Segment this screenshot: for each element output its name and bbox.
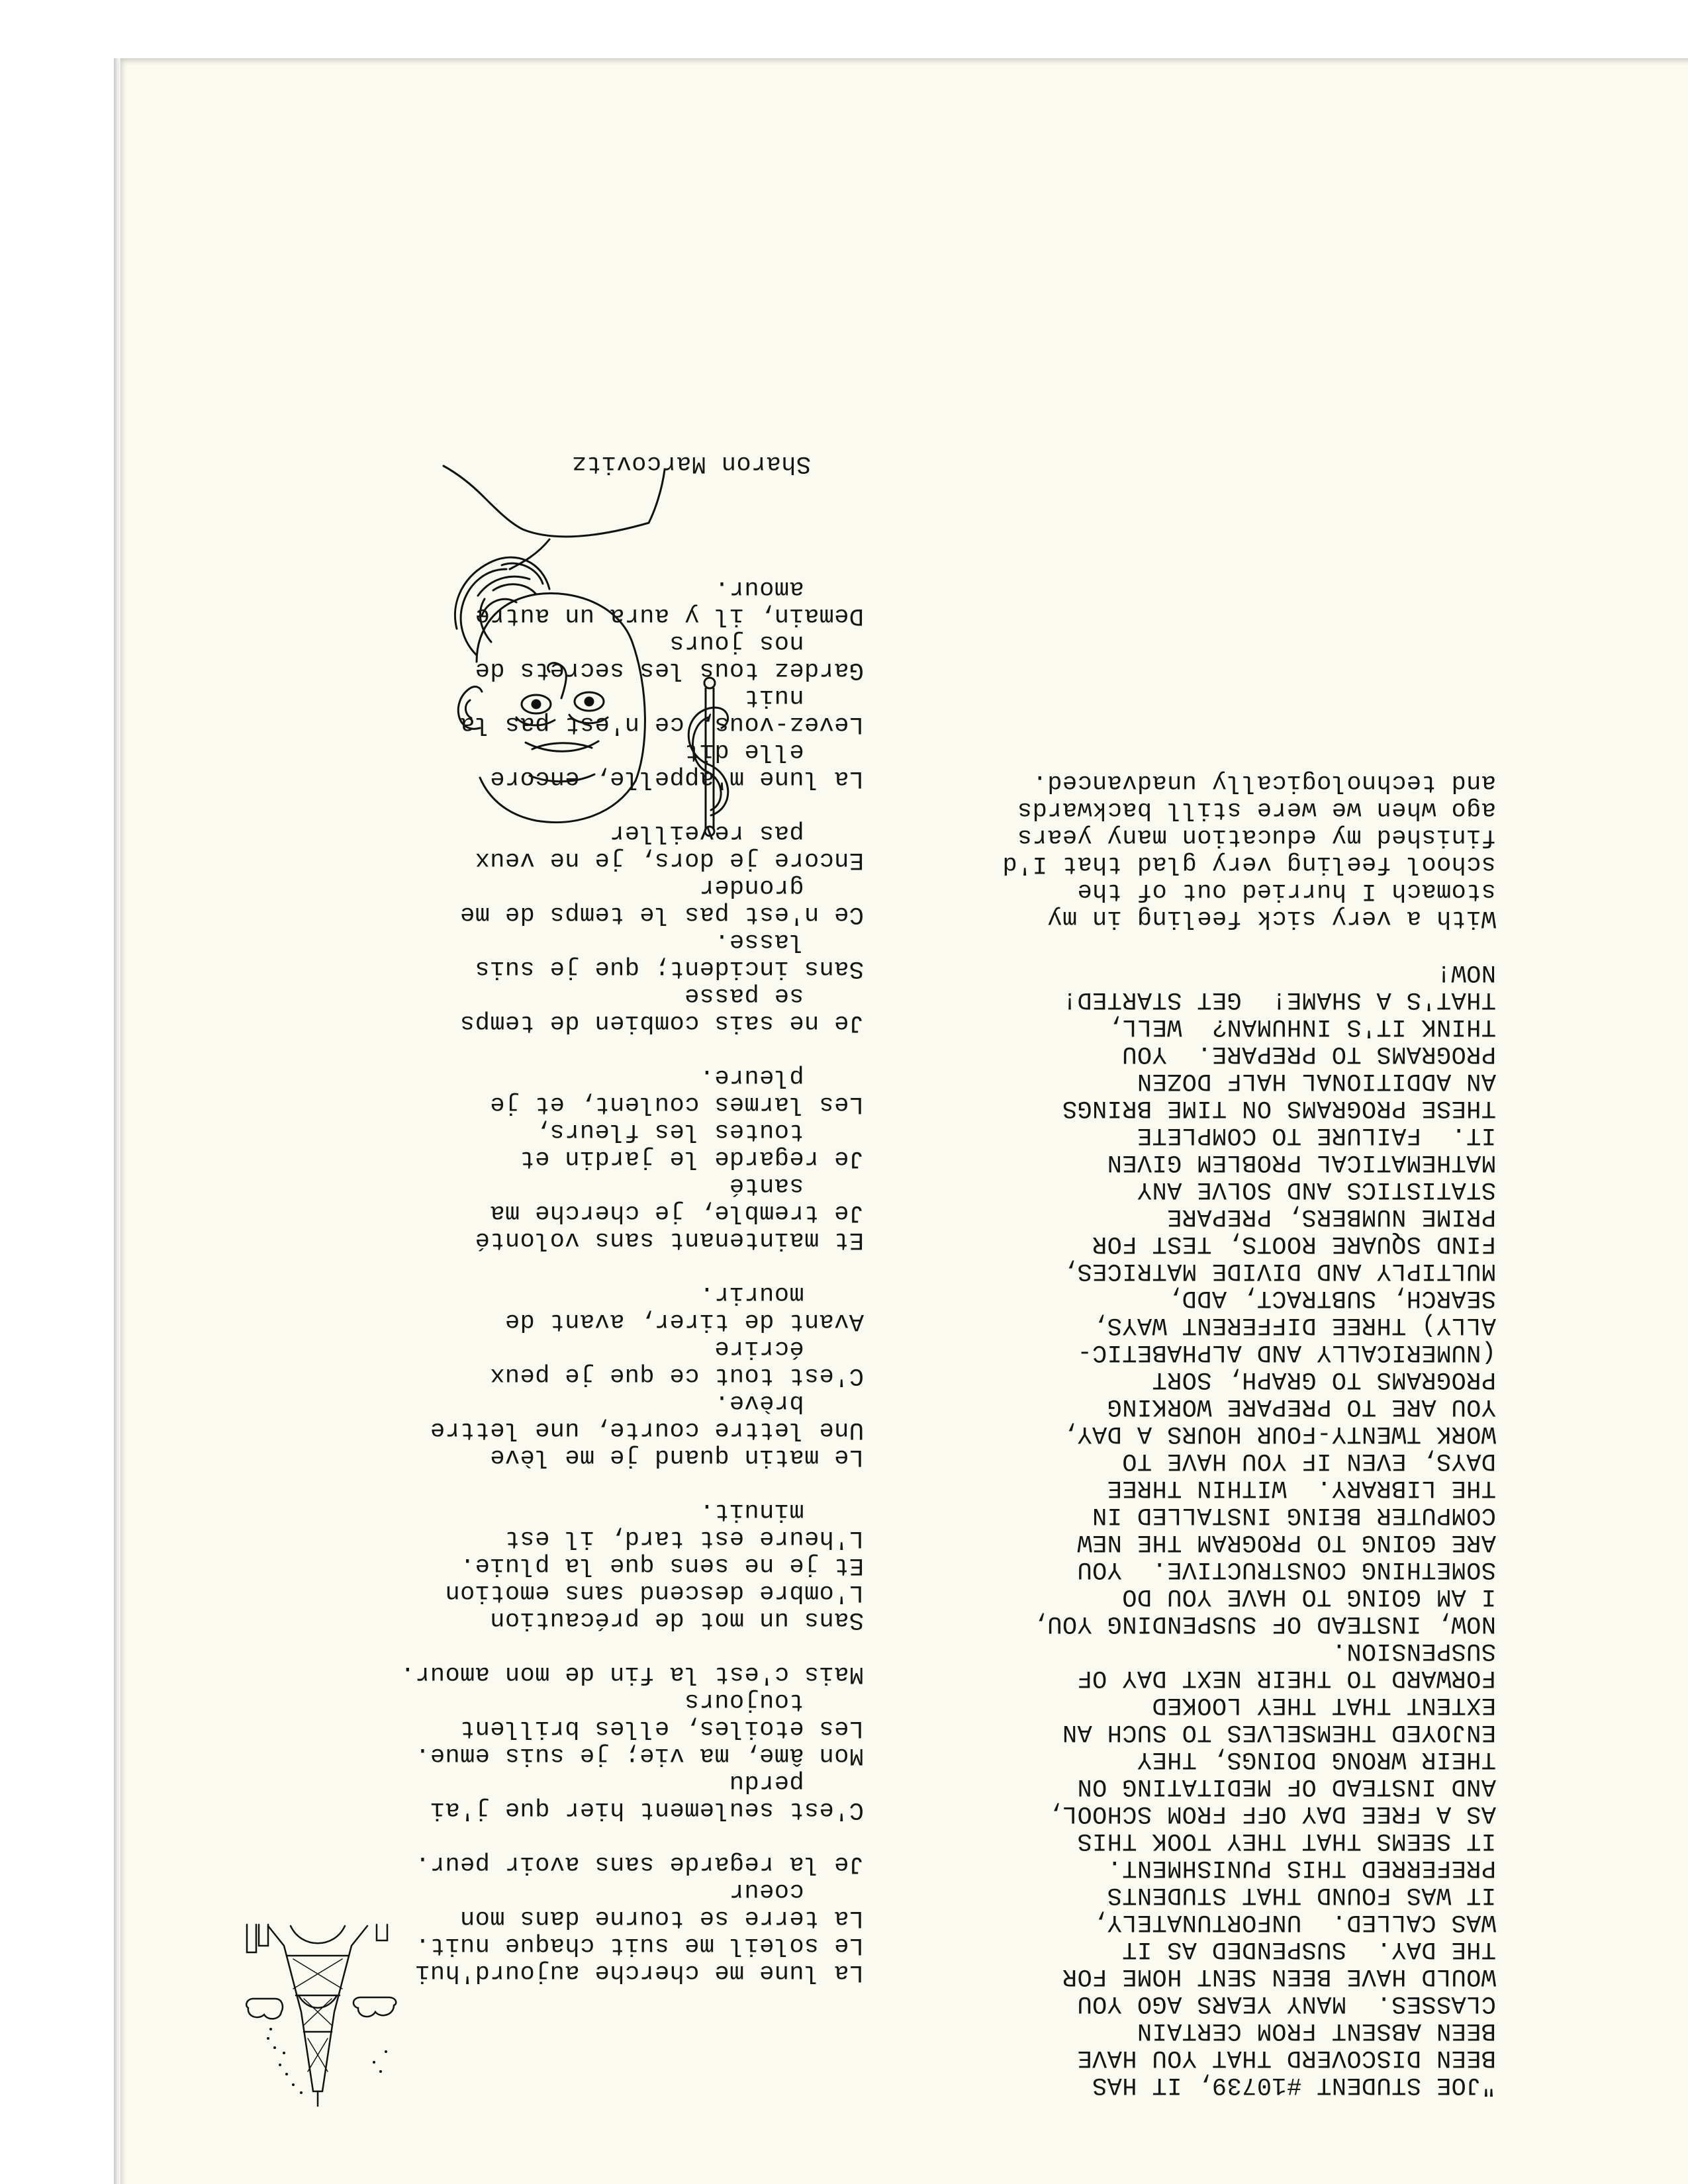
eiffel-tower-illustration — [242, 1919, 400, 2111]
scan-left-margin — [0, 58, 114, 2184]
french-poem-text: La lune me cherche aujourd'hui Le soleil me suit chaque nuit. La terre se tourne dans mon coeur Je la regarde sans avoir peur. C'est seulement hier que j'ai perdu Mon âme, ma vie; je suis emue. Les etoiles, elles brillent toujours Mais c'est la fin de mon amour. Sans un mot de précaution L'ombre descend sans emotion Et je ne sens que la pluie. L'heure est tard, il est minuit. Le matin quand je me lève Une lettre courte, une lettre brève. C'est tout ce que je peux écrire Avant de tirer, avant de mourir. Et maintenant sans volonté Je tremble, je cherche ma santé Je regarde le jardin et toutes les fleurs, Les larmes coulent, et je pleure. Je ne sais combien de temps se passe Sans incident; que je suis lasse. Ce n'est pas le temps de me gronder Encore je dors, je ne veux pas reveiller La lune m'appelle, encore elle dit Levez-vous, ce n'est pas la nuit Gardez tous les secrets de nos jours Demain, il y aura un autre amour. — [400, 574, 864, 1986]
document-page — [120, 58, 1688, 2184]
page-edge-shadow — [114, 58, 120, 2184]
computer-story-text: "JOE STUDENT #10739, IT HAS BEEN DISCOVERD THAT YOU HAVE BEEN ABSENT FROM CERTAIN CLASSES. MANY YEARS AGO YOU WOULD HAVE BEEN SENT HOME FOR THE DAY. SUSPENDED AS IT WAS CALLED. UNFORTUNATELY, IT WAS FOUND THAT STUDENTS PREFERRED THIS PUNISHMENT. IT SEEMS THAT THEY TOOK THIS AS A FREE DAY OFF FROM SCHOOL, AND INSTEAD OF MEDITATING ON THEIR WRONG DOINGS, THEY ENJOYED THEMSELVES TO SUCH AN EXTENT THAT THEY LOOKED FORWARD TO THEIR NEXT DAY OF SUSPENSION. NOW, INSTEAD OF SUSPENDING YOU, I AM GOING TO HAVE YOU DO SOMETHING CONSTRUCTIVE. YOU ARE GOING TO PROGRAM THE NEW COMPUTER BEING INSTALLED IN THE LIBRARY. WITHIN THREE DAYS, EVEN IF YOU HAVE TO WORK TWENTY-FOUR HOURS A DAY, YOU ARE TO PREPARE WORKING PROGRAMS TO GRAPH, SORT (NUMERICALLY AND ALPHABETIC- ALLY) THREE DIFFERENT WAYS, SEARCH, SUBTRACT, ADD, MULTIPLY AND DIVIDE MATRICES, FIND SQUARE ROOTS, TEST FOR PRIME NUMBERS, PREPARE STATISTICS AND SOLVE ANY MATHEMATICAL PROBLEM GIVEN IT. FAILURE TO COMPLETE THESE PROGRAMS ON TIME BRINGS AN ADDITIONAL HALF DOZEN PROGRAMS TO PREPARE. YOU THINK IT'S INHUMAN? WELL, THAT'S A SHAME! GET STARTED! NOW! With a very sick feeling in my stomach I hurried out of the school feeling very glad that I'd finished my education many years ago when we were still backwards and technologically unadvanced. — [1002, 768, 1496, 2099]
poem-author: Sharon Marcovitz — [571, 449, 811, 477]
scan-top-margin — [0, 0, 1688, 58]
rotated-page-content — [120, 58, 1688, 2184]
